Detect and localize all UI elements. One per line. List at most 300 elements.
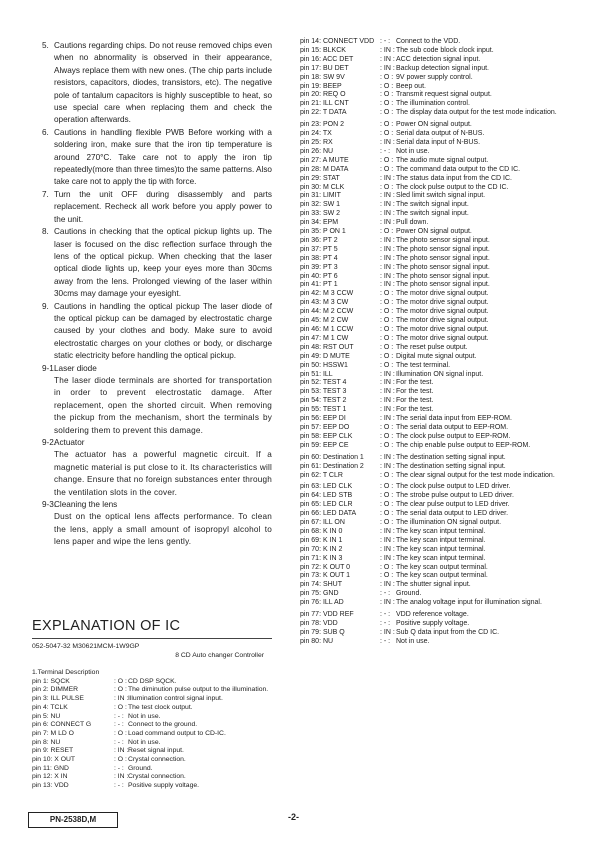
pin-row [300,501,572,510]
pin-direction: : IN : [380,628,395,636]
pin-name: pin 20: REQ O [300,91,346,99]
pin-name: pin 71: K IN 3 [300,554,343,562]
pin-name: pin 46: M 1 CCW [300,326,354,333]
pin-direction: : O : [114,703,127,711]
ic-model-number: 052-5047-32 M30621MCM-1W9GP [32,643,140,650]
pin-direction: : O : [380,483,394,491]
pin-row [300,273,572,282]
pin-name: pin 58: EEP CLK [300,432,353,440]
pin-direction: : O : [380,290,394,298]
pin-function: Load command output to CD-IC. [128,729,226,737]
pin-function: Digital mute signal output. [396,352,477,360]
pin-direction: : O : [380,165,394,173]
pin-function: The illumination control. [396,100,470,108]
pin-row [300,246,572,255]
pin-function: The switch signal input. [396,201,469,209]
pin-row [300,91,572,100]
pin-direction: : IN : [380,527,395,535]
pin-direction: : O : [380,510,394,518]
pin-name: pin 31: LIMIT [300,192,341,200]
pin-row [300,629,572,638]
pin-function: The key scan intput terminal. [396,554,486,562]
pin-function: Power ON signal output. [396,228,472,236]
pin-direction: : IN : [114,773,129,781]
pin-function: The motor drive signal output. [396,326,489,333]
pin-function: The clock pulse output to EEP-ROM. [396,432,511,440]
caution-8: 8. Cautions in checking that the optical pickup lights up. The laser is focused on the disc reflection surface through the lens of the optical pickup. When checking that the laser optical diode lights up, keep your eyes more than 30cms away from the lens. Prolonged viewing of the laser within 30cms may damage your eyesight. [42,227,272,299]
pin-row [300,56,572,65]
pin-row [300,442,572,451]
pin-direction: : - : [114,764,124,772]
pin-function: Not in use. [396,147,430,155]
pin-name: pin 35: P ON 1 [300,228,346,236]
pin-name: pin 74: SHUT [300,581,343,589]
pin-row [300,463,572,472]
pin-row [300,638,572,647]
pin-row [32,704,272,713]
pin-direction: : O : [380,572,394,580]
pin-name: pin 59: EEP CE [300,441,349,449]
pin-function: Connect to the VDD. [396,38,461,45]
pin-name: pin 33: SW 2 [300,210,341,218]
pin-function: The photo sensor signal input. [396,236,490,244]
pin-direction: : - : [380,637,391,645]
pin-name: pin 34: EPM [300,219,339,227]
pin-name: pin 48: RST OUT [300,343,354,351]
pin-direction: : O : [380,361,394,369]
pin-name: pin 39: PT 3 [300,263,338,271]
pin-name: pin 43: M 3 CW [300,299,349,307]
pin-name: pin 57: EEP DO [300,423,350,431]
pin-row [300,139,572,148]
pin-function: The key scan output terminal. [396,563,488,571]
pin-row [300,166,572,175]
pin-name: pin 9: RESET [32,747,74,755]
pin-row [300,109,572,118]
pin-row [32,686,272,695]
pin-direction: : O : [114,677,127,685]
caution-7: 7. Turn the unit OFF during disassembly and parts replacement. Recheck all work before you apply power to the unit. [42,189,272,224]
pin-function: Serial data output of N-BUS. [396,130,485,138]
pin-row [300,379,572,388]
pin-row [300,590,572,599]
pin-direction: : IN : [380,64,395,72]
pin-function: CD DSP SQCK. [128,677,177,685]
pin-name: pin 72: K OUT 0 [300,563,351,571]
pin-direction: : O : [380,471,394,479]
pin-row [300,546,572,555]
pin-row [32,678,272,687]
pin-function: The switch signal input. [396,210,469,218]
pin-direction: : - : [114,721,124,729]
pin-row [32,765,272,774]
pin-name: pin 27: A MUTE [300,156,349,164]
footer-model-code: PN-2538D,M [28,812,118,828]
pin-direction: : O : [380,82,394,90]
pin-direction: : - : [114,782,124,790]
caution-6: 6. Cautions in handling flexible PWB Before working with a soldering iron, make sure that the iron tip temperature is around 270°C. Take care not to apply the iron tip repeatedly(more than three times)to the same patterns. Also take care not to apply the tip with force. [42,127,272,187]
pin-row [300,353,572,362]
pin-direction: : IN : [380,462,395,470]
pin-function: Ground. [128,764,153,772]
pin-direction: : O : [380,73,394,81]
pin-list-left [32,669,272,791]
pin-direction: : O : [380,563,394,571]
pin-rows-right [300,38,572,647]
pin-function: ACC detection signal input. [396,55,481,63]
pin-function: Ground. [396,590,422,598]
pin-row [32,782,272,791]
pin-row [300,192,572,201]
pin-direction: : IN : [380,599,395,607]
pin-row [32,730,272,739]
pin-function: The strobe pulse output to LED driver. [396,492,514,500]
pin-function: The photo sensor signal input. [396,272,490,280]
pin-direction: : O : [380,334,394,342]
pin-direction: : O : [380,492,394,500]
pin-direction: : O : [380,308,394,316]
page-number: -2- [288,812,299,822]
pin-name: pin 52: TEST 4 [300,379,347,387]
pin-function: For the test. [396,379,434,387]
pin-direction: : O : [380,109,394,117]
pin-row [300,326,572,335]
pin-function: The illumination ON signal output. [396,519,502,527]
pin-name: pin 11: GND [32,764,69,772]
pin-function: The motor drive signal output. [396,299,489,307]
pin-function: Backup detection signal input. [396,64,490,72]
pin-function: The test terminal. [396,361,451,369]
pin-direction: : - : [114,712,124,720]
pin-name: pin 23: PON 2 [300,121,344,129]
pin-row [300,344,572,353]
pin-row [300,210,572,219]
pin-function: The clear signal output for the test mode indication. [396,471,555,479]
pin-function: The destination setting signal input. [396,462,506,470]
pin-row [300,572,572,581]
pin-row [300,228,572,237]
sub-9-3-body: Dust on the optical lens affects performance. To clean the lens, apply a small amount of isopropyl alcohol to lens paper and wipe the lens gently. [54,512,272,547]
pin-name: pin 61: Destination 2 [300,462,364,470]
pin-row [300,74,572,83]
pin-direction: : IN : [380,174,395,182]
pin-name: pin 44: M 2 CCW [300,308,354,316]
pin-name: pin 49: D MUTE [300,352,350,360]
pin-function: Positive supply voltage. [128,782,200,790]
pin-function: The motor drive signal output. [396,308,489,316]
pin-row [300,388,572,397]
pin-row [300,454,572,463]
pin-function: 9V power supply control. [396,73,473,81]
pin-row [300,201,572,210]
pin-name: pin 53: TEST 3 [300,388,347,396]
pin-direction: : O : [380,441,394,449]
pin-direction: : IN : [114,695,129,703]
sub-9-1: 9-1. Laser diode [42,363,97,373]
pin-direction: : O : [380,501,394,509]
pin-name: pin 54: TEST 2 [300,397,347,405]
pin-row [300,264,572,273]
pin-function: The analog voltage input for illumination signal. [396,599,542,607]
pin-function: For the test. [396,397,434,405]
pin-name: pin 76: ILL AD [300,599,344,607]
pin-function: The reset pulse output. [396,343,468,351]
pin-row [300,611,572,620]
pin-function: Connect to the ground. [128,721,198,729]
pin-direction: : O : [380,343,394,351]
pin-row [300,510,572,519]
pin-function: The test clock output. [128,703,193,711]
pin-row [32,713,272,722]
pin-name: pin 24: TX [300,130,332,138]
pin-function: Not in use. [128,712,161,720]
pin-row [300,424,572,433]
pin-function: The clock pulse output to LED driver. [396,483,511,491]
sub-9-1-body: The laser diode terminals are shorted for transportation in order to prevent electrostatic damage. After replacement, open the shorted circuit. When removing the pickup from the mechanism, short the terminals by soldering them to prevent this damage. [54,375,272,435]
pin-row [300,528,572,537]
pin-row [300,519,572,528]
pin-function: Sub Q data input from the CD IC. [396,628,500,636]
pin-direction: : IN : [380,263,395,271]
pin-function: The command data output to the CD IC. [396,165,521,173]
pin-name: pin 68: K IN 0 [300,527,343,535]
pin-function: Illumination control signal input. [128,695,223,703]
pin-row [300,184,572,193]
pin-name: pin 65: LED CLR [300,501,353,509]
pin-direction: : O : [380,299,394,307]
pin-direction: : - : [380,620,391,627]
pin-direction: : O : [380,432,394,440]
pin-function: The destination setting signal input. [396,453,506,461]
pin-function: The clock pulse output to the CD IC. [396,183,509,191]
pin-name: pin 17: BU DET [300,64,349,72]
pin-direction: : - : [114,738,124,746]
pin-direction: : IN : [380,397,395,405]
pin-name: pin 66: LED DATA [300,510,357,518]
pin-direction: : IN : [380,581,395,589]
pin-row [300,38,572,47]
pin-row [300,148,572,157]
pin-function: The audio mute signal output. [396,156,489,164]
pin-direction: : O : [380,352,394,360]
sub-9-2-body: The actuator has a powerful magnetic circuit. If a magnetic material is put close to it. Its characteristics will change. Ensure that no foreign substances enter through the ventilation slots in the cover. [54,450,272,497]
pin-name: pin 12: X IN [32,773,68,781]
pin-function: For the test. [396,406,434,414]
pin-direction: : O : [380,130,394,138]
pin-name: pin 25: RX [300,138,333,146]
pin-row [300,47,572,56]
pin-function: The display data output for the test mode indication. [396,109,557,117]
pin-direction: : O : [380,91,394,99]
pin-function: Not in use. [396,637,430,645]
pin-function: The chip enable pulse output to EEP-ROM. [396,441,531,449]
pin-name: pin 21: ILL CNT [300,100,349,108]
pin-function: Serial data input of N-BUS. [396,138,481,146]
pin-direction: : O : [380,423,394,431]
pin-row [300,121,572,130]
pin-direction: : IN : [380,272,395,280]
pin-name: pin 7: M LD O [32,729,74,737]
pin-function: The key scan output terminal. [396,572,488,580]
pin-row [300,130,572,139]
pin-row [32,721,272,730]
pin-function: The motor drive signal output. [396,334,489,342]
pin-function: The serial data input from EEP-ROM. [396,415,512,423]
pin-function: The diminution pulse output to the illumination. [128,686,269,694]
pin-direction: : O : [114,729,127,737]
pin-direction: : IN : [380,388,395,396]
pin-name: pin 26: NU [300,147,334,155]
caution-5: 5. Cautions regarding chips. Do not reuse removed chips even when no abnormality is observed in their appearance, Always replace them with new ones. (The chip parts include resistors, capacitors, diodes, transistors, etc). The negative pole of tantalum capacitors is highly susceptible to heat, so use special care when replacing them and check the operation afterwards. [42,41,272,125]
pin-name: pin 8: NU [32,738,61,746]
pin-function: The motor drive signal output. [396,290,489,298]
pin-direction: : IN : [380,379,395,387]
pin-direction: : - : [380,147,391,155]
pin-function: The photo sensor signal input. [396,254,490,262]
pin-row [300,175,572,184]
pin-name: pin 18: SW 9V [300,73,345,81]
pin-row [300,581,572,590]
pin-function: Reset signal input. [128,747,184,755]
pin-direction: : IN : [380,554,395,562]
terminal-heading: 1.Terminal Description [32,669,100,676]
pin-function: The photo sensor signal input. [396,281,490,289]
pin-name: pin 42: M 3 CCW [300,290,354,298]
pin-function: Positive supply voltage. [396,620,470,627]
pin-name: pin 60: Destination 1 [300,453,364,461]
pin-name: pin 69: K IN 1 [300,536,343,544]
pin-direction: : IN : [380,236,395,244]
pin-function: Transmit request signal output. [396,91,492,99]
pin-name: pin 5: NU [32,712,61,720]
pin-direction: : - : [380,611,391,619]
pin-row [300,371,572,380]
pin-function: The key scan intput terminal. [396,527,486,535]
pin-name: pin 63: LED CLK [300,483,353,491]
pin-row [300,317,572,326]
pin-name: pin 32: SW 1 [300,201,341,209]
pin-name: pin 28: M DATA [300,165,349,173]
pin-function: Crystal connection. [128,756,186,764]
pin-direction: : IN : [380,55,395,63]
pin-function: VDD reference voltage. [396,611,469,619]
pin-name: pin 36: PT 2 [300,236,338,244]
pin-name: pin 22: T DATA [300,109,347,117]
pin-direction: : IN : [114,747,129,755]
pin-row [300,564,572,573]
pin-name: pin 30: M CLK [300,183,345,191]
pin-name: pin 16: ACC DET [300,55,354,63]
pin-direction: : IN : [380,545,395,553]
pin-function: Power ON signal output. [396,121,472,129]
pin-function: The photo sensor signal input. [396,263,490,271]
pin-direction: : IN : [380,281,395,289]
pin-row [300,362,572,371]
pin-name: pin 38: PT 4 [300,254,338,262]
pin-function: Beep out. [396,82,426,90]
pin-row [300,157,572,166]
caution-9: 9. Cautions in handling the optical pickup The laser diode of the optical pickup can be damaged by electrostatic charge caused by your clothes and body. Make sure to avoid electrostatic charges on your clothes or body, or discharge static electricity before handling the optical pickup. [42,301,272,361]
pin-name: pin 45: M 2 CW [300,317,349,325]
pin-direction: : IN : [380,245,395,253]
pin-direction: : O : [380,228,394,236]
pin-name: pin 15: BLKCK [300,46,346,54]
pin-direction: : O : [380,121,394,129]
pin-name: pin 70: K IN 2 [300,545,343,553]
pin-row [300,599,572,608]
pin-direction: : IN : [380,201,395,209]
pin-name: pin 73: K OUT 1 [300,572,351,580]
pin-direction: : IN : [380,219,395,227]
pin-name: pin 78: VDD [300,620,338,627]
pin-direction: : IN : [380,415,395,423]
pin-name: pin 55: TEST 1 [300,406,347,414]
pin-rows-left [32,678,272,791]
pin-direction: : O : [380,326,394,333]
pin-row [300,237,572,246]
pin-function: Not in use. [128,738,161,746]
pin-row [300,483,572,492]
pin-row [300,433,572,442]
ic-model-desc: 8 CD Auto changer Controller [175,651,264,659]
pin-row [300,290,572,299]
pin-row [32,739,272,748]
pin-row [300,620,572,629]
pin-function: The clear pulse output to LED driver. [396,501,510,509]
pin-function: Illumination ON signal input. [396,370,484,378]
pin-direction: : O : [114,756,127,764]
ic-model [32,643,272,661]
pin-row [300,219,572,228]
pin-function: The motor drive signal output. [396,317,489,325]
pin-direction: : O : [380,183,394,191]
pin-row [300,472,572,481]
pin-name: pin 37: PT 5 [300,245,338,253]
pin-name: pin 75: GND [300,590,339,598]
pin-direction: : O : [380,100,394,108]
pin-row [300,397,572,406]
pin-name: pin 13: VDD [32,782,69,790]
pin-row [300,335,572,344]
pin-name: pin 10: X OUT [32,756,76,764]
pin-row [300,537,572,546]
pin-function: The key scan intput terminal. [396,545,486,553]
pin-row [300,406,572,415]
section-title: EXPLANATION OF IC [32,618,181,634]
pin-direction: : IN : [380,138,395,146]
pin-direction: : O : [380,317,394,325]
pin-name: pin 67: ILL ON [300,519,345,527]
pin-function: The serial data output to LED driver. [396,510,509,518]
pin-row [32,695,272,704]
pin-direction: : IN : [380,406,395,414]
pin-direction: : - : [380,38,391,45]
pin-direction: : IN : [380,210,395,218]
pin-direction: : O : [380,519,394,527]
pin-direction: : IN : [380,46,395,54]
pin-function: Sled limit switch signal input. [396,192,486,200]
pin-row [300,308,572,317]
pin-name: pin 1: SQCK [32,677,70,685]
pin-direction: : IN : [380,192,395,200]
pin-row [300,83,572,92]
sub-9-2: 9-2. Actuator [42,438,85,447]
pin-name: pin 40: PT 6 [300,272,338,280]
pin-name: pin 80: NU [300,637,334,645]
sub-9-3: 9-3. Cleaning the lens [42,500,118,510]
pin-function: The sub code block clock input. [396,46,494,54]
pin-function: The serial data output to EEP-ROM. [396,423,509,431]
